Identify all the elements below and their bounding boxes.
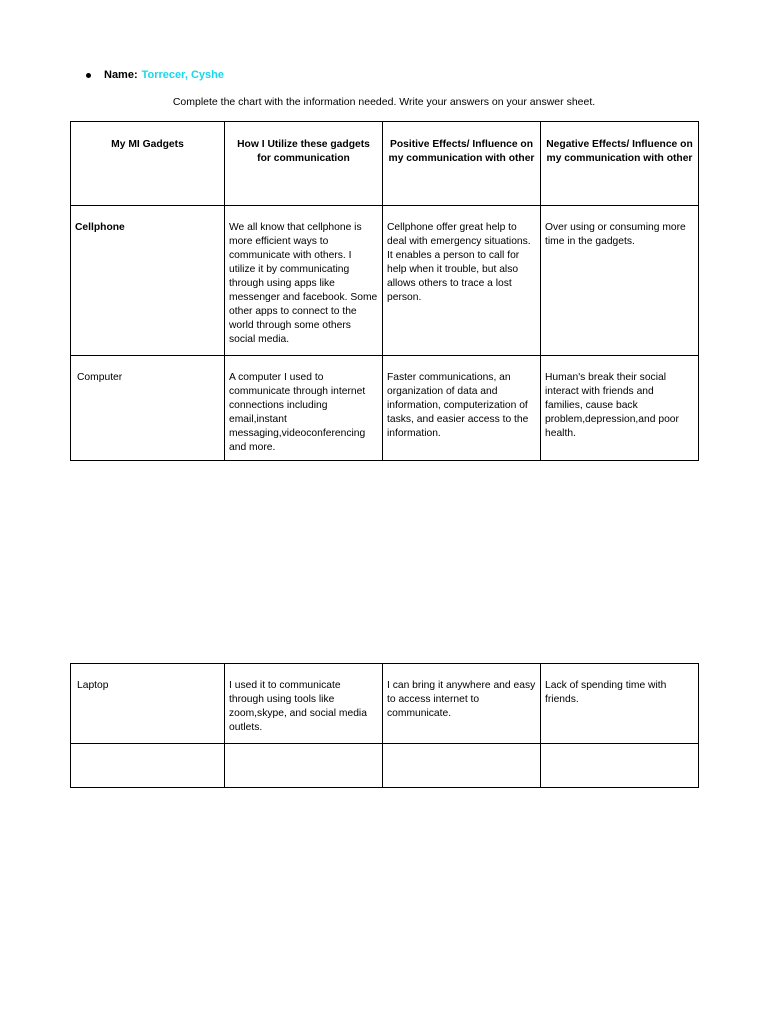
column-header-negative: Negative Effects/ Influence on my communication with other [541, 122, 699, 206]
table-row [71, 206, 699, 356]
name-value: Torrecer, Cyshe [141, 69, 224, 81]
column-header-gadgets: My MI Gadgets [71, 122, 225, 206]
utilize-cell: I used it to communicate through using tools like zoom,skype, and social media outlets. [225, 664, 383, 744]
empty-cell [541, 744, 699, 788]
column-header-positive: Positive Effects/ Influence on my communication with other [383, 122, 541, 206]
gadget-cell: Cellphone [71, 206, 225, 356]
positive-cell: Cellphone offer great help to deal with emergency situations. It enables a person to call for help when it trouble, but also allows others to trace a lost person. [383, 206, 541, 356]
table-header-row [71, 122, 699, 206]
name-line [86, 68, 224, 82]
utilize-cell: We all know that cellphone is more efficient ways to communicate with others. I utilize it by communicating through using apps like messenger and facebook. Some other apps to connect to the world through some others social media. [225, 206, 383, 356]
name-label: Name: [104, 69, 138, 81]
instruction-text: Complete the chart with the information needed. Write your answers on your answer sheet. [172, 96, 596, 108]
negative-cell: Over using or consuming more time in the gadgets. [541, 206, 699, 356]
empty-cell [71, 744, 225, 788]
empty-cell [225, 744, 383, 788]
bullet-icon [86, 73, 91, 78]
table-row [71, 356, 699, 461]
positive-cell: I can bring it anywhere and easy to access internet to communicate. [383, 664, 541, 744]
negative-cell: Human's break their social interact with friends and families, cause back problem,depression,and poor health. [541, 356, 699, 461]
gadget-cell: Laptop [71, 664, 225, 744]
empty-cell [383, 744, 541, 788]
positive-cell: Faster communications, an organization of data and information, computerization of tasks, and easier access to the information. [383, 356, 541, 461]
column-header-utilize: How I Utilize these gadgets for communication [225, 122, 383, 206]
gadgets-table-continued [70, 663, 699, 788]
gadget-cell: Computer [71, 356, 225, 461]
negative-cell: Lack of spending time with friends. [541, 664, 699, 744]
gadgets-table [70, 121, 699, 461]
utilize-cell: A computer I used to communicate through internet connections including email,instant messaging,videoconferencing and more. [225, 356, 383, 461]
table-row [71, 664, 699, 744]
empty-table-row [71, 744, 699, 788]
